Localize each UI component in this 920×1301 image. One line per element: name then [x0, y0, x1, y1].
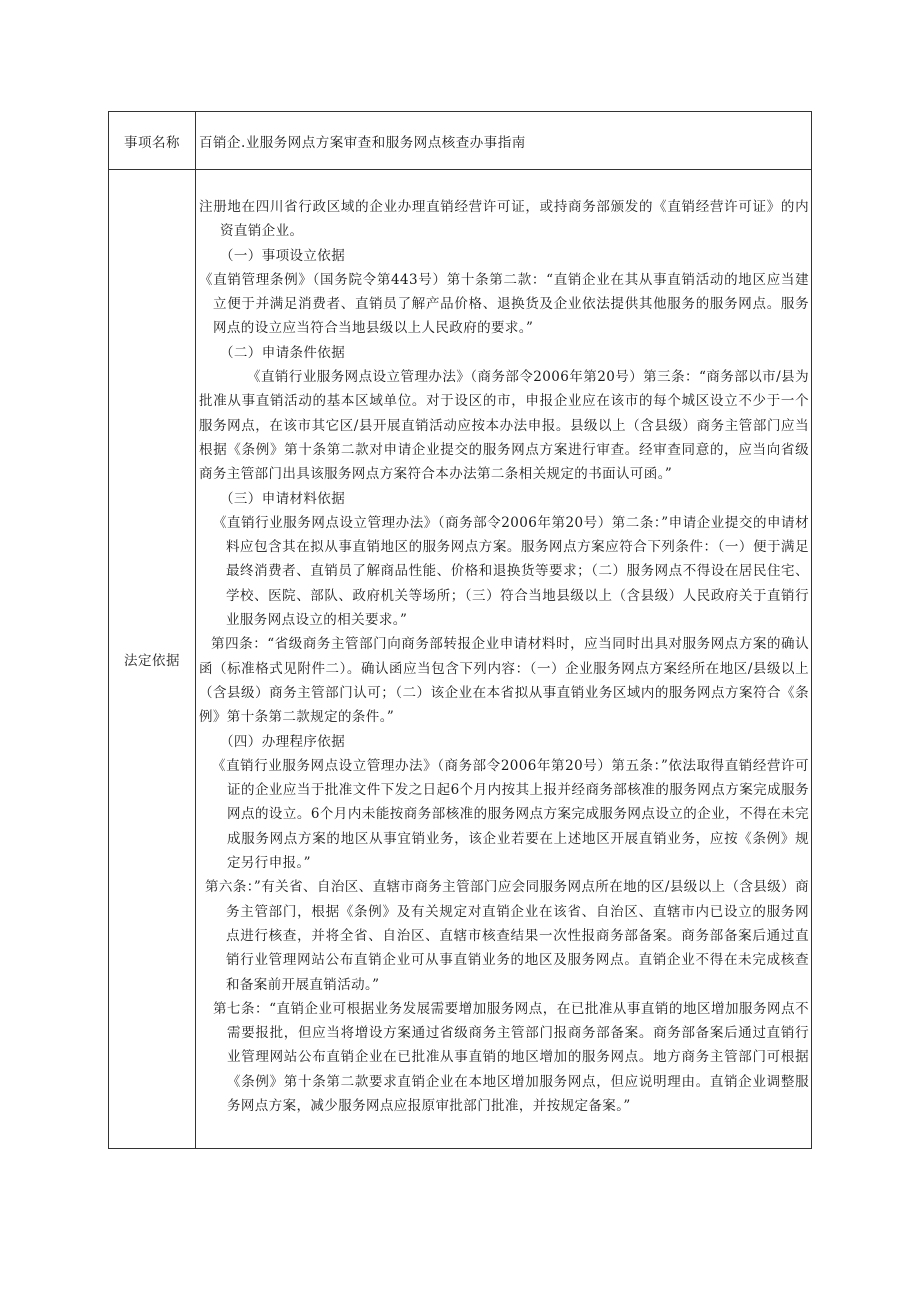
basis-paragraph-2: 《直销行业服务网点设立管理办法》（商务部令2006年第20号）第三条：“商务部以市/县为批准从事直销活动的基本区域单位。对于设区的市，申报企业应在该市的每个城区设立不少于一个服务网点，在该市其它区/县开展直销活动应按本办法申报。县级以上（含县级）商务主管部门应当根据《条例》第十条第二款对申请企业提交的服务网点方案进行审查。经审查同意的，应当向省级商务主管部门出具该服务网点方案符合本办法第二条相关规定的书面认可函。”: [199, 369, 809, 483]
basis-paragraph-1: 《直销管理条例》（国务院令第443号）第十条第二款：“直销企业在其从事直销活动的地区应当建立便于并满足消费者、直销员了解产品价格、退换货及企业依法提供其他服务的服务网点。服务网点的设立应当符合当地县级以上人民政府的要求。”: [199, 271, 809, 337]
legal-basis-label: 法定依据: [109, 170, 196, 1149]
legal-basis-row: [109, 170, 812, 1149]
section-heading-1: （一）事项设立依据: [220, 247, 346, 264]
basis-paragraph-3: 《直销行业服务网点设立管理办法》（商务部令2006年第20号）第二条：”申请企业提交的申请材料应包含其在拟从事直销地区的服务网点方案。服务网点方案应符合下列条件：（一）便于满足最终消费者、直销员了解商品性能、价格和退换货等要求；（二）服务网点不得设在居民住宅、学校、医院、部队、政府机关等场所；（三）符合当地县级以上（含县级）人民政府关于直销行业服务网点设立的相关要求。”: [213, 514, 809, 629]
basis-paragraph-6: 第六条：”有关省、自治区、直辖市商务主管部门应会同服务网点所在地的区/县级以上（含县级）商务主管部门，根据《条例》及有关规定对直销企业在该省、自治区、直辖市内已设立的服务网点进行核查，并将全省、自治区、直辖市核查结果一次性报商务部备案。商务部备案后通过直销行业管理网站公布直销企业可从事直销业务的地区及服务网点。直销企业不得在未完成核查和备案前开展直销活动。”: [205, 879, 809, 993]
basis-paragraph-4: 第四条：“省级商务主管部门向商务部转报企业申请材料时，应当同时出具对服务网点方案的确认函（标准格式见附件二）。确认函应当包含下列内容：（一）企业服务网点方案经所在地区/县级以上（含县级）商务主管部门认可；（二）该企业在本省拟从事直销业务区域内的服务网点方案符合《条例》第十条第二款规定的条件。”: [199, 636, 809, 726]
item-name-value: 百销企.业服务网点方案审查和服务网点核查办事指南: [196, 112, 812, 170]
section-heading-2: （二）申请条件依据: [220, 344, 346, 361]
basis-paragraph-7: 第七条：“直销企业可根据业务发展需要增加服务网点，在已批准从事直销的地区增加服务网点不需要报批，但应当将增设方案通过省级商务主管部门报商务部备案。商务部备案后通过直销行业管理网站公布直销企业在已批准从事直销的地区增加的服务网点。地方商务主管部门可根据《条例》第十条第二款要求直销企业在本地区增加服务网点，但应说明理由。直销企业调整服务网点方案，减少服务网点应报原审批部门批准，并按规定备案。”: [213, 1000, 809, 1114]
basis-paragraph-5: 《直销行业服务网点设立管理办法》（商务部令2006年第20号）第五条：”依法取得直销经营许可证的企业应当于批准文件下发之日起6个月内按其上报并经商务部核准的服务网点方案完成服务网点的设立。6个月内未能按商务部核准的服务网点方案完成服务网点设立的企业，不得在未完成服务网点方案的地区从事宜销业务，该企业若要在上述地区开展直销业务，应按《条例》规定另行申报。”: [212, 757, 809, 872]
item-name-label: 事项名称: [109, 112, 196, 170]
section-heading-3: （三）申请材料依据: [220, 490, 346, 507]
intro-paragraph: 注册地在四川省行政区域的企业办理直销经营许可证，或持商务部颁发的《直销经营许可证》的内资直销企业。: [199, 199, 809, 240]
section-heading-4: （四）办理程序依据: [220, 733, 346, 750]
item-name-row: [109, 112, 812, 170]
legal-basis-content: [196, 170, 812, 1149]
guide-table: [108, 111, 812, 1149]
